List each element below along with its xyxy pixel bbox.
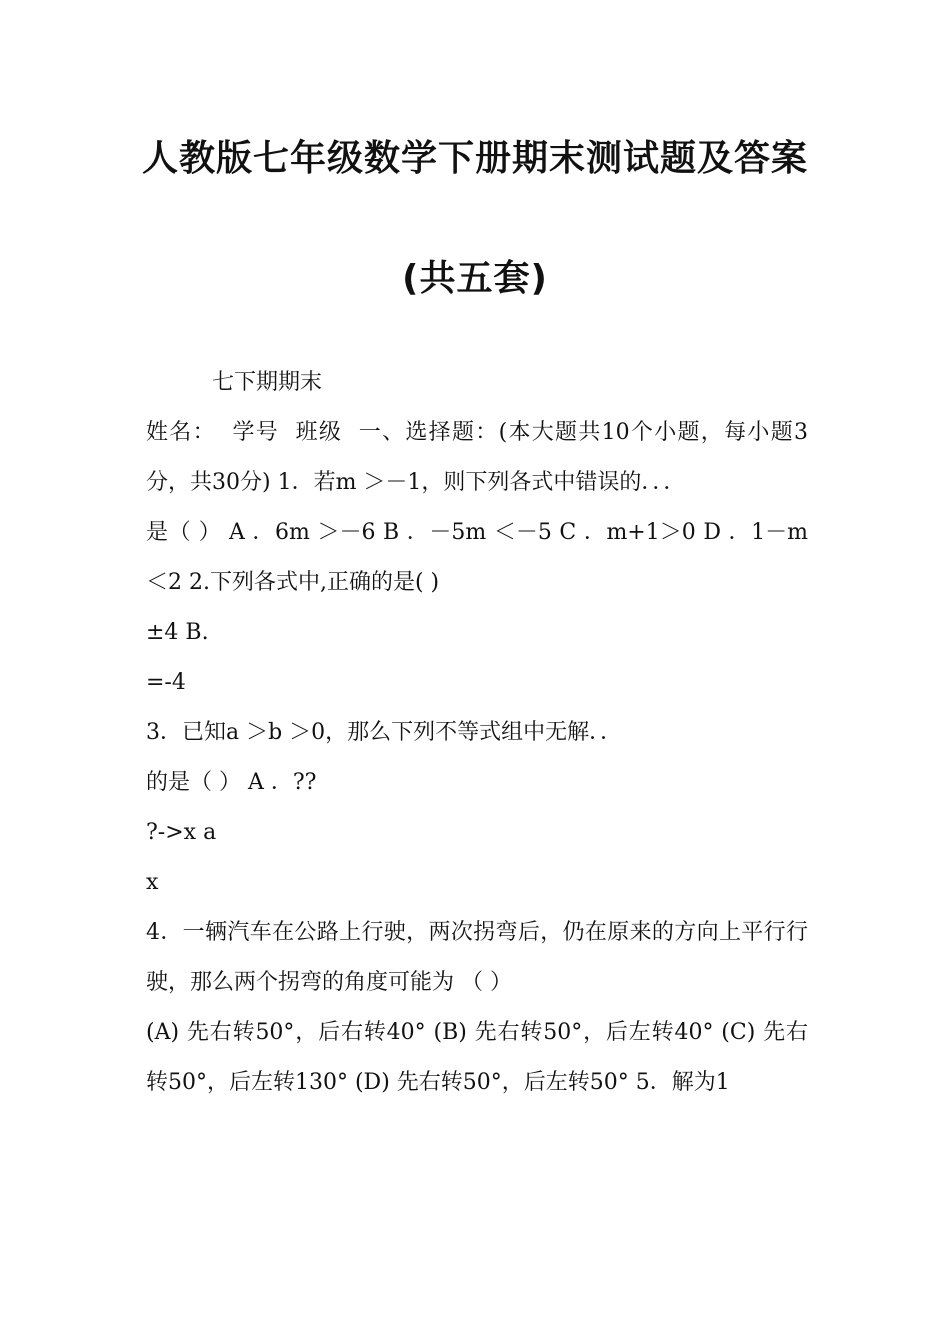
paragraph: 3．已知a ＞b ＞0，那么下列不等式组中无解．． (146, 720, 623, 745)
paragraph: x (146, 870, 159, 895)
paragraph: ±4 B. (146, 620, 209, 645)
paragraph: 的是（ ） A ．?? (146, 770, 317, 795)
document-body (146, 358, 815, 1108)
paragraph: (A) 先右转50°，后右转40° (B) 先右转50°，后左转40° (C) 先右转50°，后左转130° (D) 先右转50°，后左转50° 5．解为1 (146, 1020, 808, 1095)
paragraph: ?->x a (146, 820, 217, 845)
section-heading: 七下期期末 (212, 370, 323, 395)
paragraph: 4．一辆汽车在公路上行驶，两次拐弯后，仍在原来的方向上平行行驶，那么两个拐弯的角度可能为 （ ） (146, 920, 808, 995)
paragraph: 姓名： 学号 班级 一、选择题：(本大题共10个小题，每小题3分，共30分) 1．若m ＞－1，则下列各式中错误的．．． (146, 420, 808, 495)
paragraph: 是（ ） A ．6m ＞－6 B ．－5m ＜－5 C ．m+1＞0 D ．1－m ＜2 2.下列各式中,正确的是( ) (146, 520, 815, 595)
document-subtitle: (共五套) (402, 258, 548, 299)
paragraph: =-4 (146, 670, 186, 695)
document-title: 人教版七年级数学下册期末测试题及答案 (141, 138, 808, 179)
